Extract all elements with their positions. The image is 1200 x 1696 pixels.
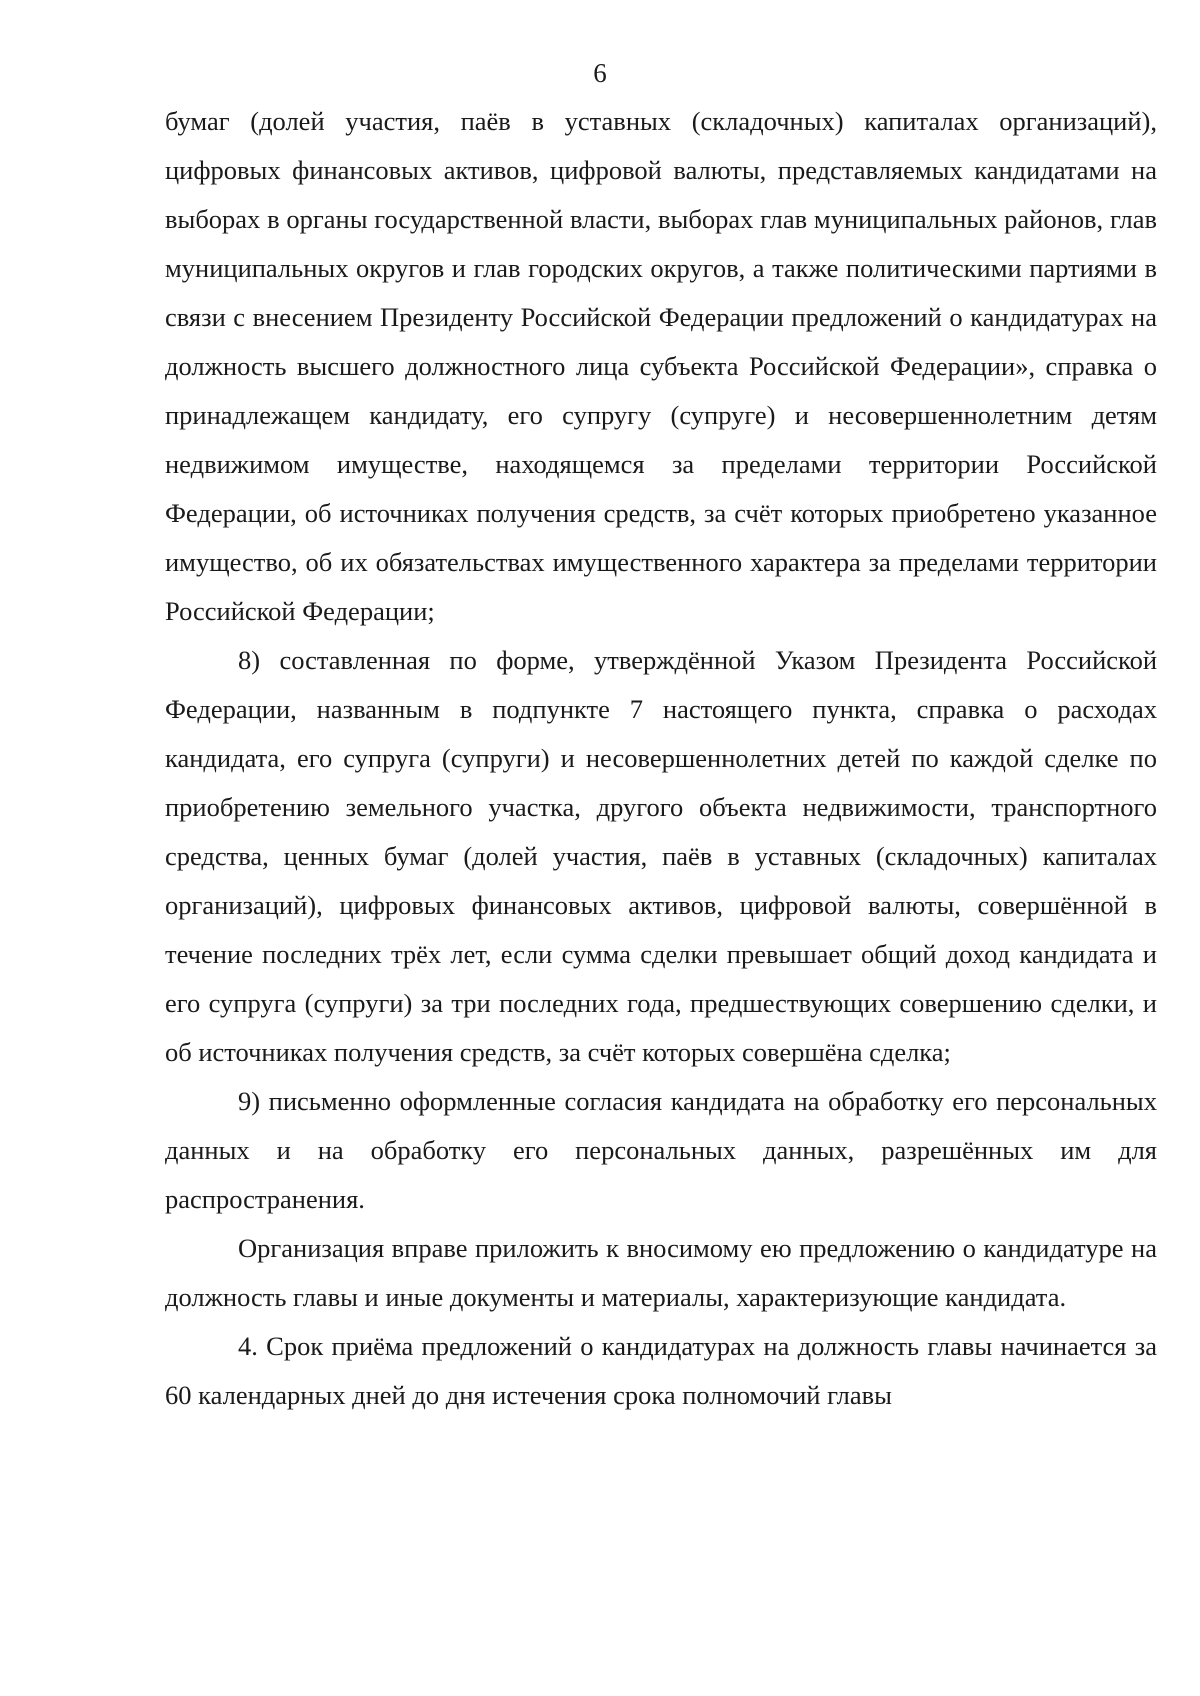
document-body — [165, 97, 1157, 1420]
paragraph-item-8: 8) составленная по форме, утверждённой Указом Президента Российской Федерации, названным в подпункте 7 настоящего пункта, справка о расходах кандидата, его супруга (супруги) и несовершеннолетних детей по каждой сделке по приобретению земельного участка, другого объекта недвижимости, транспортного средства, ценных бумаг (долей участия, паёв в уставных (складочных) капиталах организаций), цифровых финансовых активов, цифровой валюты, совершённой в течение последних трёх лет, если сумма сделки превышает общий доход кандидата и его супруга (супруги) за три последних года, предшествующих совершению сделки, и об источниках получения средств, за счёт которых совершёна сделка; — [165, 645, 1157, 1067]
paragraph-point-4: 4. Срок приёма предложений о кандидатурах на должность главы начинается за 60 календарных дней до дня истечения срока полномочий главы — [165, 1331, 1157, 1410]
paragraph-item-9: 9) письменно оформленные согласия кандидата на обработку его персональных данных и на обработку его персональных данных, разрешённых им для распространения. — [165, 1086, 1157, 1214]
paragraph-continuation: бумаг (долей участия, паёв в уставных (складочных) капиталах организаций), цифровых финансовых активов, цифровой валюты, представляемых кандидатами на выборах в органы государственной власти, выборах глав муниципальных районов, глав муниципальных округов и глав городских округов, а также политическими партиями в связи с внесением Президенту Российской Федерации предложений о кандидатурах на должность высшего должностного лица субъекта Российской Федерации», справка о принадлежащем кандидату, его супругу (супруге) и несовершеннолетним детям недвижимом имуществе, находящемся за пределами территории Российской Федерации, об источниках получения средств, за счёт которых приобретено указанное имущество, об их обязательствах имущественного характера за пределами территории Российской Федерации; — [165, 106, 1157, 626]
page-number: 6 — [593, 58, 607, 88]
paragraph-organization-right: Организация вправе приложить к вносимому ею предложению о кандидатуре на должность главы и иные документы и материалы, характеризующие кандидата. — [165, 1233, 1157, 1312]
